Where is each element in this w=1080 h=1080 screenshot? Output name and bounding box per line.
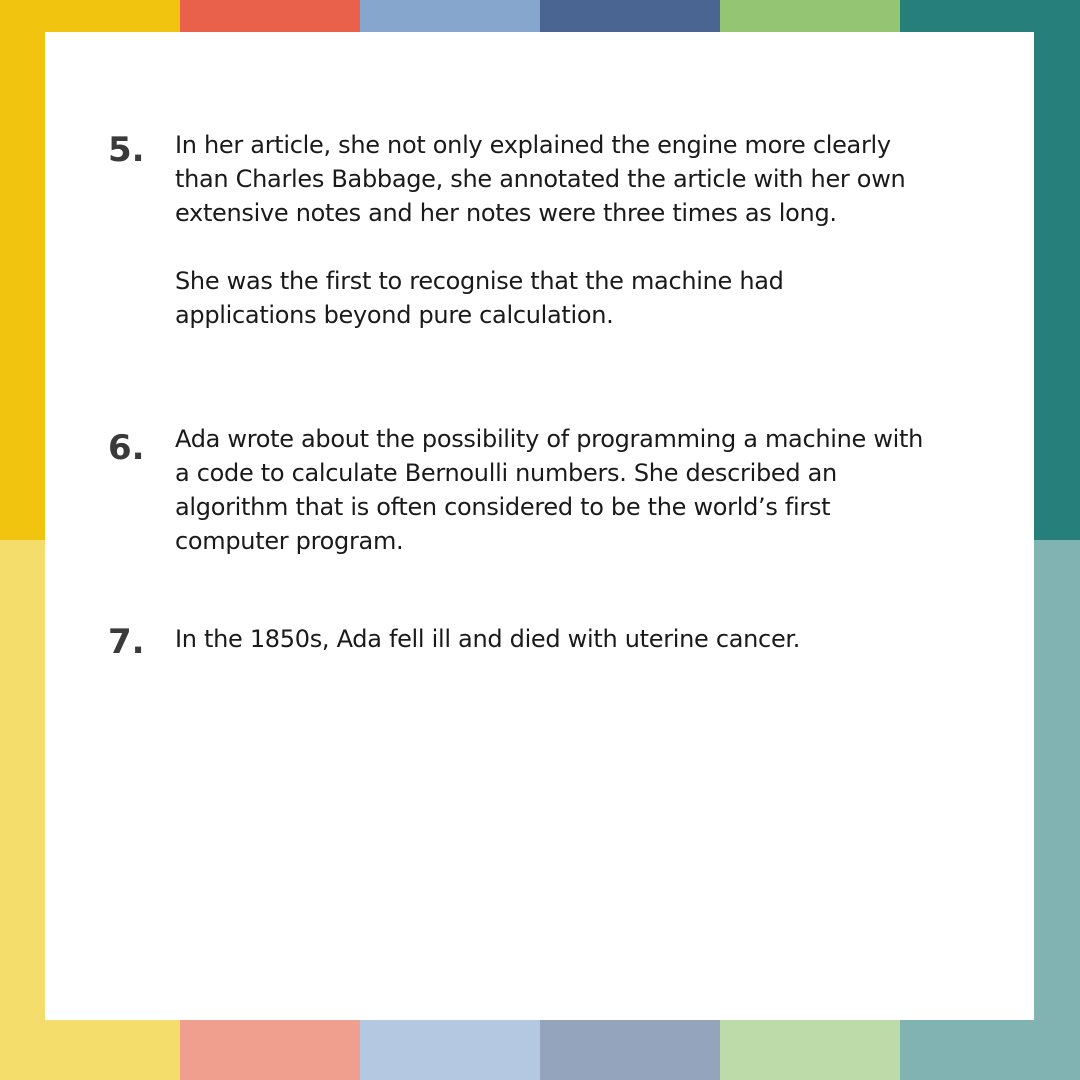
item-number: 6.: [108, 428, 145, 468]
item-text: [175, 128, 925, 332]
item-paragraph: She was the first to recognise that the machine had applications beyond pure calculation.: [175, 267, 784, 329]
item-paragraph: Ada wrote about the possibility of programming a machine with a code to calculate Bernoulli numbers. She described an algorithm that is often considered to be the world’s first computer program.: [175, 425, 924, 555]
frame-right-bottom: [1034, 540, 1080, 1080]
item-text: [175, 422, 925, 558]
frame-bottom-segment: [900, 1020, 1080, 1080]
item-number: 5.: [108, 130, 145, 170]
item-paragraph: In her article, she not only explained the engine more clearly than Charles Babbage, she annotated the article with her own extensive notes and her notes were three times as long.: [175, 131, 906, 227]
frame-top-segment: [360, 0, 540, 32]
frame-top-segment: [540, 0, 720, 32]
item-number: 7.: [108, 622, 145, 662]
frame-right-top: [1034, 0, 1080, 540]
frame-top-segment: [180, 0, 360, 32]
frame-bottom-segment: [180, 1020, 360, 1080]
frame-bottom-segment: [0, 1020, 180, 1080]
frame-top-segment: [720, 0, 900, 32]
frame-left-top: [0, 0, 45, 540]
item-paragraph: In the 1850s, Ada fell ill and died with uterine cancer.: [175, 625, 801, 653]
frame-bottom-segment: [720, 1020, 900, 1080]
frame-top-segment: [900, 0, 1080, 32]
content-card: [45, 32, 1034, 1020]
frame-left-bottom: [0, 540, 45, 1080]
frame-bottom-segment: [540, 1020, 720, 1080]
item-text: [175, 622, 925, 656]
frame-top-segment: [0, 0, 180, 32]
frame-bottom-segment: [360, 1020, 540, 1080]
